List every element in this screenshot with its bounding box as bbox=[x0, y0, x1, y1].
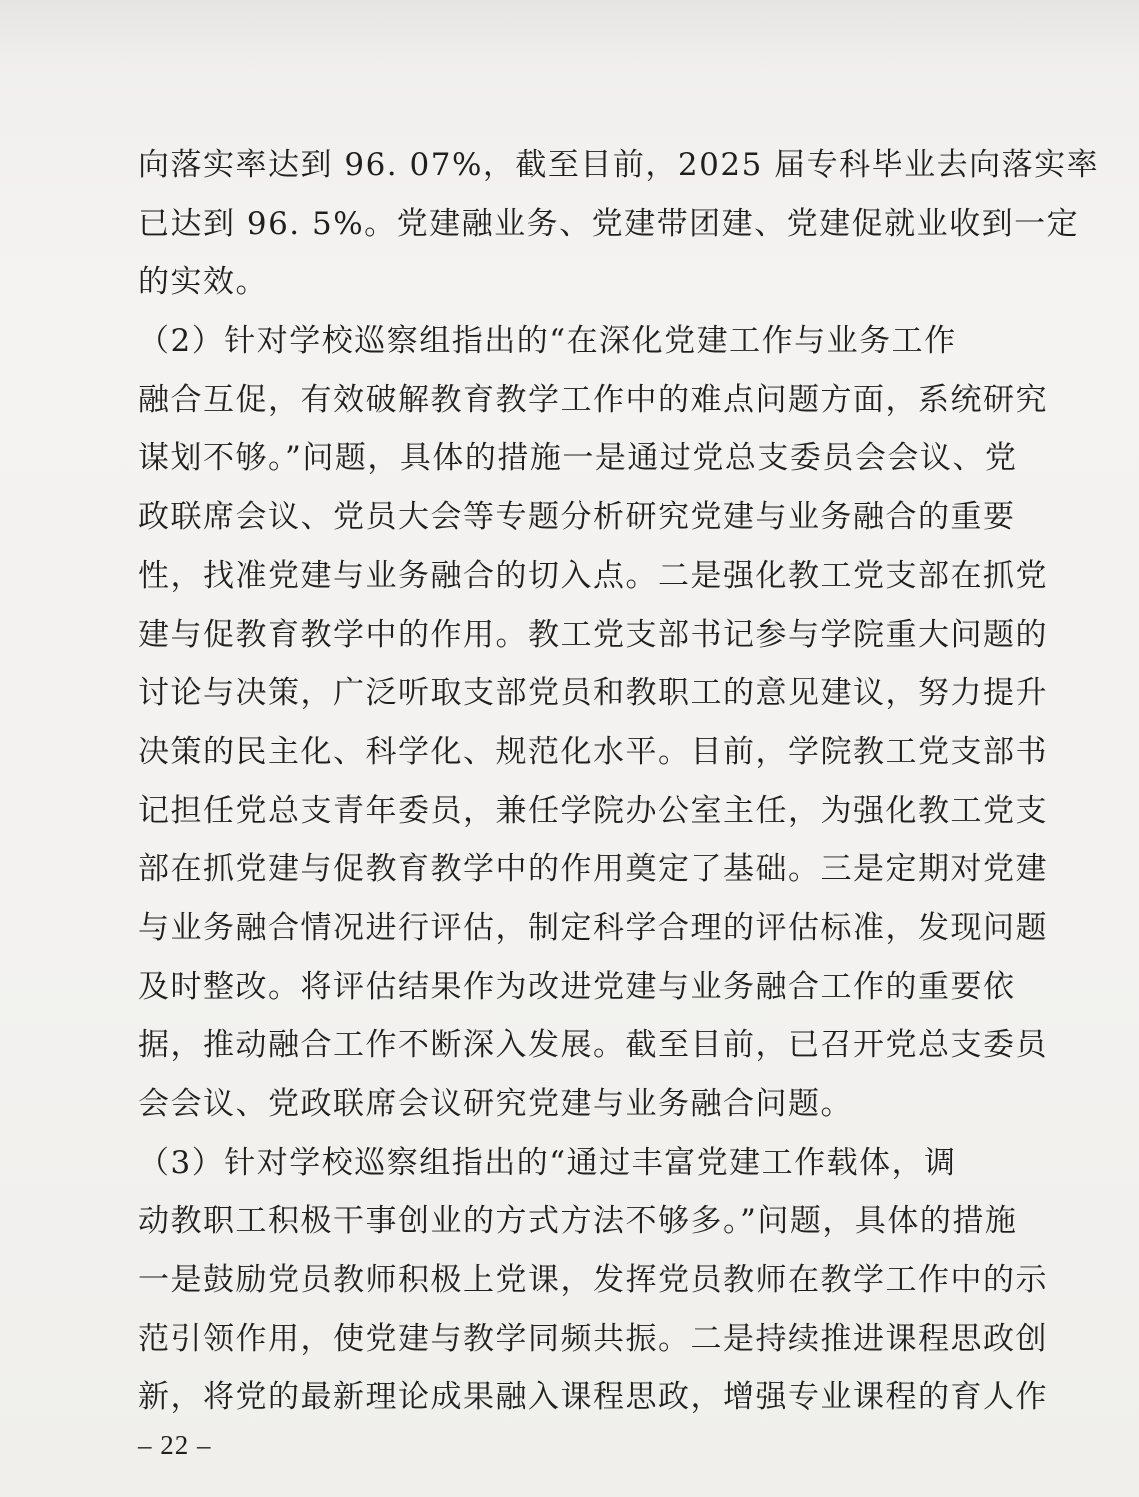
text-line: 及时整改。将评估结果作为改进党建与业务融合工作的重要依 bbox=[138, 968, 1016, 1005]
body-text bbox=[138, 136, 1100, 1427]
text-line: 性，找准党建与业务融合的切入点。二是强化教工党支部在抓党 bbox=[138, 557, 1048, 594]
text-line: 向落实率达到 96. 07%，截至目前，2025 届专科毕业去向落实率 bbox=[138, 147, 1100, 183]
paragraph-start-line: （2）针对学校巡察组指出的“在深化党建工作与业务工作 bbox=[138, 323, 957, 360]
text-line: 新，将党的最新理论成果融入课程思政，增强专业课程的育人作 bbox=[138, 1379, 1048, 1416]
text-line: 一是鼓励党员教师积极上党课，发挥党员教师在教学工作中的示 bbox=[138, 1262, 1048, 1299]
text-line: 谋划不够。”问题，具体的措施一是通过党总支委员会会议、党 bbox=[138, 440, 1018, 477]
text-line: 据，推动融合工作不断深入发展。截至目前，已召开党总支委员 bbox=[138, 1027, 1048, 1064]
scan-shadow bbox=[0, 0, 1139, 70]
text-line: 记担任党总支青年委员，兼任学院办公室主任，为强化教工党支 bbox=[138, 792, 1048, 829]
text-line: 建与促教育教学中的作用。教工党支部书记参与学院重大问题的 bbox=[138, 616, 1048, 653]
text-line: 的实效。 bbox=[138, 264, 268, 301]
text-line: 部在抓党建与促教育教学中的作用奠定了基础。三是定期对党建 bbox=[138, 851, 1048, 888]
paragraph-start-line: （3）针对学校巡察组指出的“通过丰富党建工作载体，调 bbox=[138, 1144, 957, 1181]
text-line: 与业务融合情况进行评估，制定科学合理的评估标准，发现问题 bbox=[138, 909, 1048, 946]
text-line: 讨论与决策，广泛听取支部党员和教职工的意见建议，努力提升 bbox=[138, 675, 1048, 712]
text-line: 动教职工积极干事创业的方式方法不够多。”问题，具体的措施 bbox=[138, 1203, 1018, 1240]
text-line: 融合互促，有效破解教育教学工作中的难点问题方面，系统研究 bbox=[138, 381, 1048, 418]
text-line: 已达到 96. 5%。党建融业务、党建带团建、党建促就业收到一定 bbox=[138, 205, 1080, 242]
text-line: 会会议、党政联席会议研究党建与业务融合问题。 bbox=[138, 1086, 853, 1122]
page-number: – 22 – bbox=[138, 1430, 212, 1460]
text-line: 范引领作用，使党建与教学同频共振。二是持续推进课程思政创 bbox=[138, 1320, 1048, 1357]
text-line: 政联席会议、党员大会等专题分析研究党建与业务融合的重要 bbox=[138, 499, 1016, 536]
text-line: 决策的民主化、科学化、规范化水平。目前，学院教工党支部书 bbox=[138, 733, 1048, 770]
